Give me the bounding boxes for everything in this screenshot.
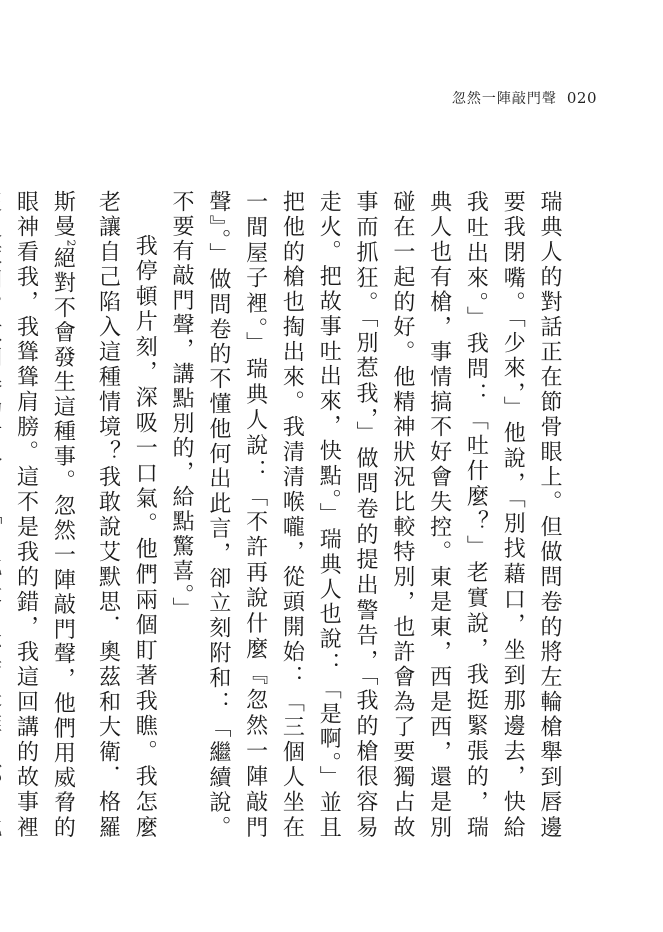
paragraph-2-part-1: 我停頓片刻，深吸一口氣。他們兩個盯著我瞧。我怎麼老讓自己陷入這種情境？我敢說艾默思．奧茲和大衛．格羅斯曼 — [50, 190, 158, 840]
paragraph-2-part-2: 絕對不會發生這種事。忽然一陣敲門聲，他們用威脅的眼神看我，我聳聳肩膀。這不是我的錯，我這回講的故事裡 — [13, 190, 76, 840]
paragraph-2 — [0, 190, 162, 840]
paragraph-1: 瑞典人的對話正在節骨眼上。但做問卷的將左輪槍舉到唇邊要我閉嘴。「少來，」他說，「別找藉口，坐到那邊去，快給我吐出來。」我問：「吐什麼？」老實說，我挺緊張的，瑞典人也有槍，事情搞不好會失控。東是東，西是西，還是別碰在一起的好。他精神狀況比較特別，也許會為了要獨占故事而抓狂。「別惹我，」做問卷的提出警告，「我的槍很容易走火。把故事吐出來，快點。」瑞典人也說：「是啊。」並且把他的槍也掏出來。我清清喉嚨，從頭開始：「三個人坐在一間屋子裡。」瑞典人說：「不許再說什麼『忽然一陣敲門聲』。」做問卷的不懂他何出此言，卻立刻附和：「繼續說。不要有敲門聲，講點別的，給點驚喜。」 — [169, 190, 562, 840]
body-text — [13, 190, 567, 840]
footnote-marker: 2 — [64, 239, 78, 247]
chapter-title: 忽然一陣敲門聲 — [451, 91, 557, 107]
running-header — [452, 88, 597, 108]
page-number: 020 — [566, 89, 597, 107]
